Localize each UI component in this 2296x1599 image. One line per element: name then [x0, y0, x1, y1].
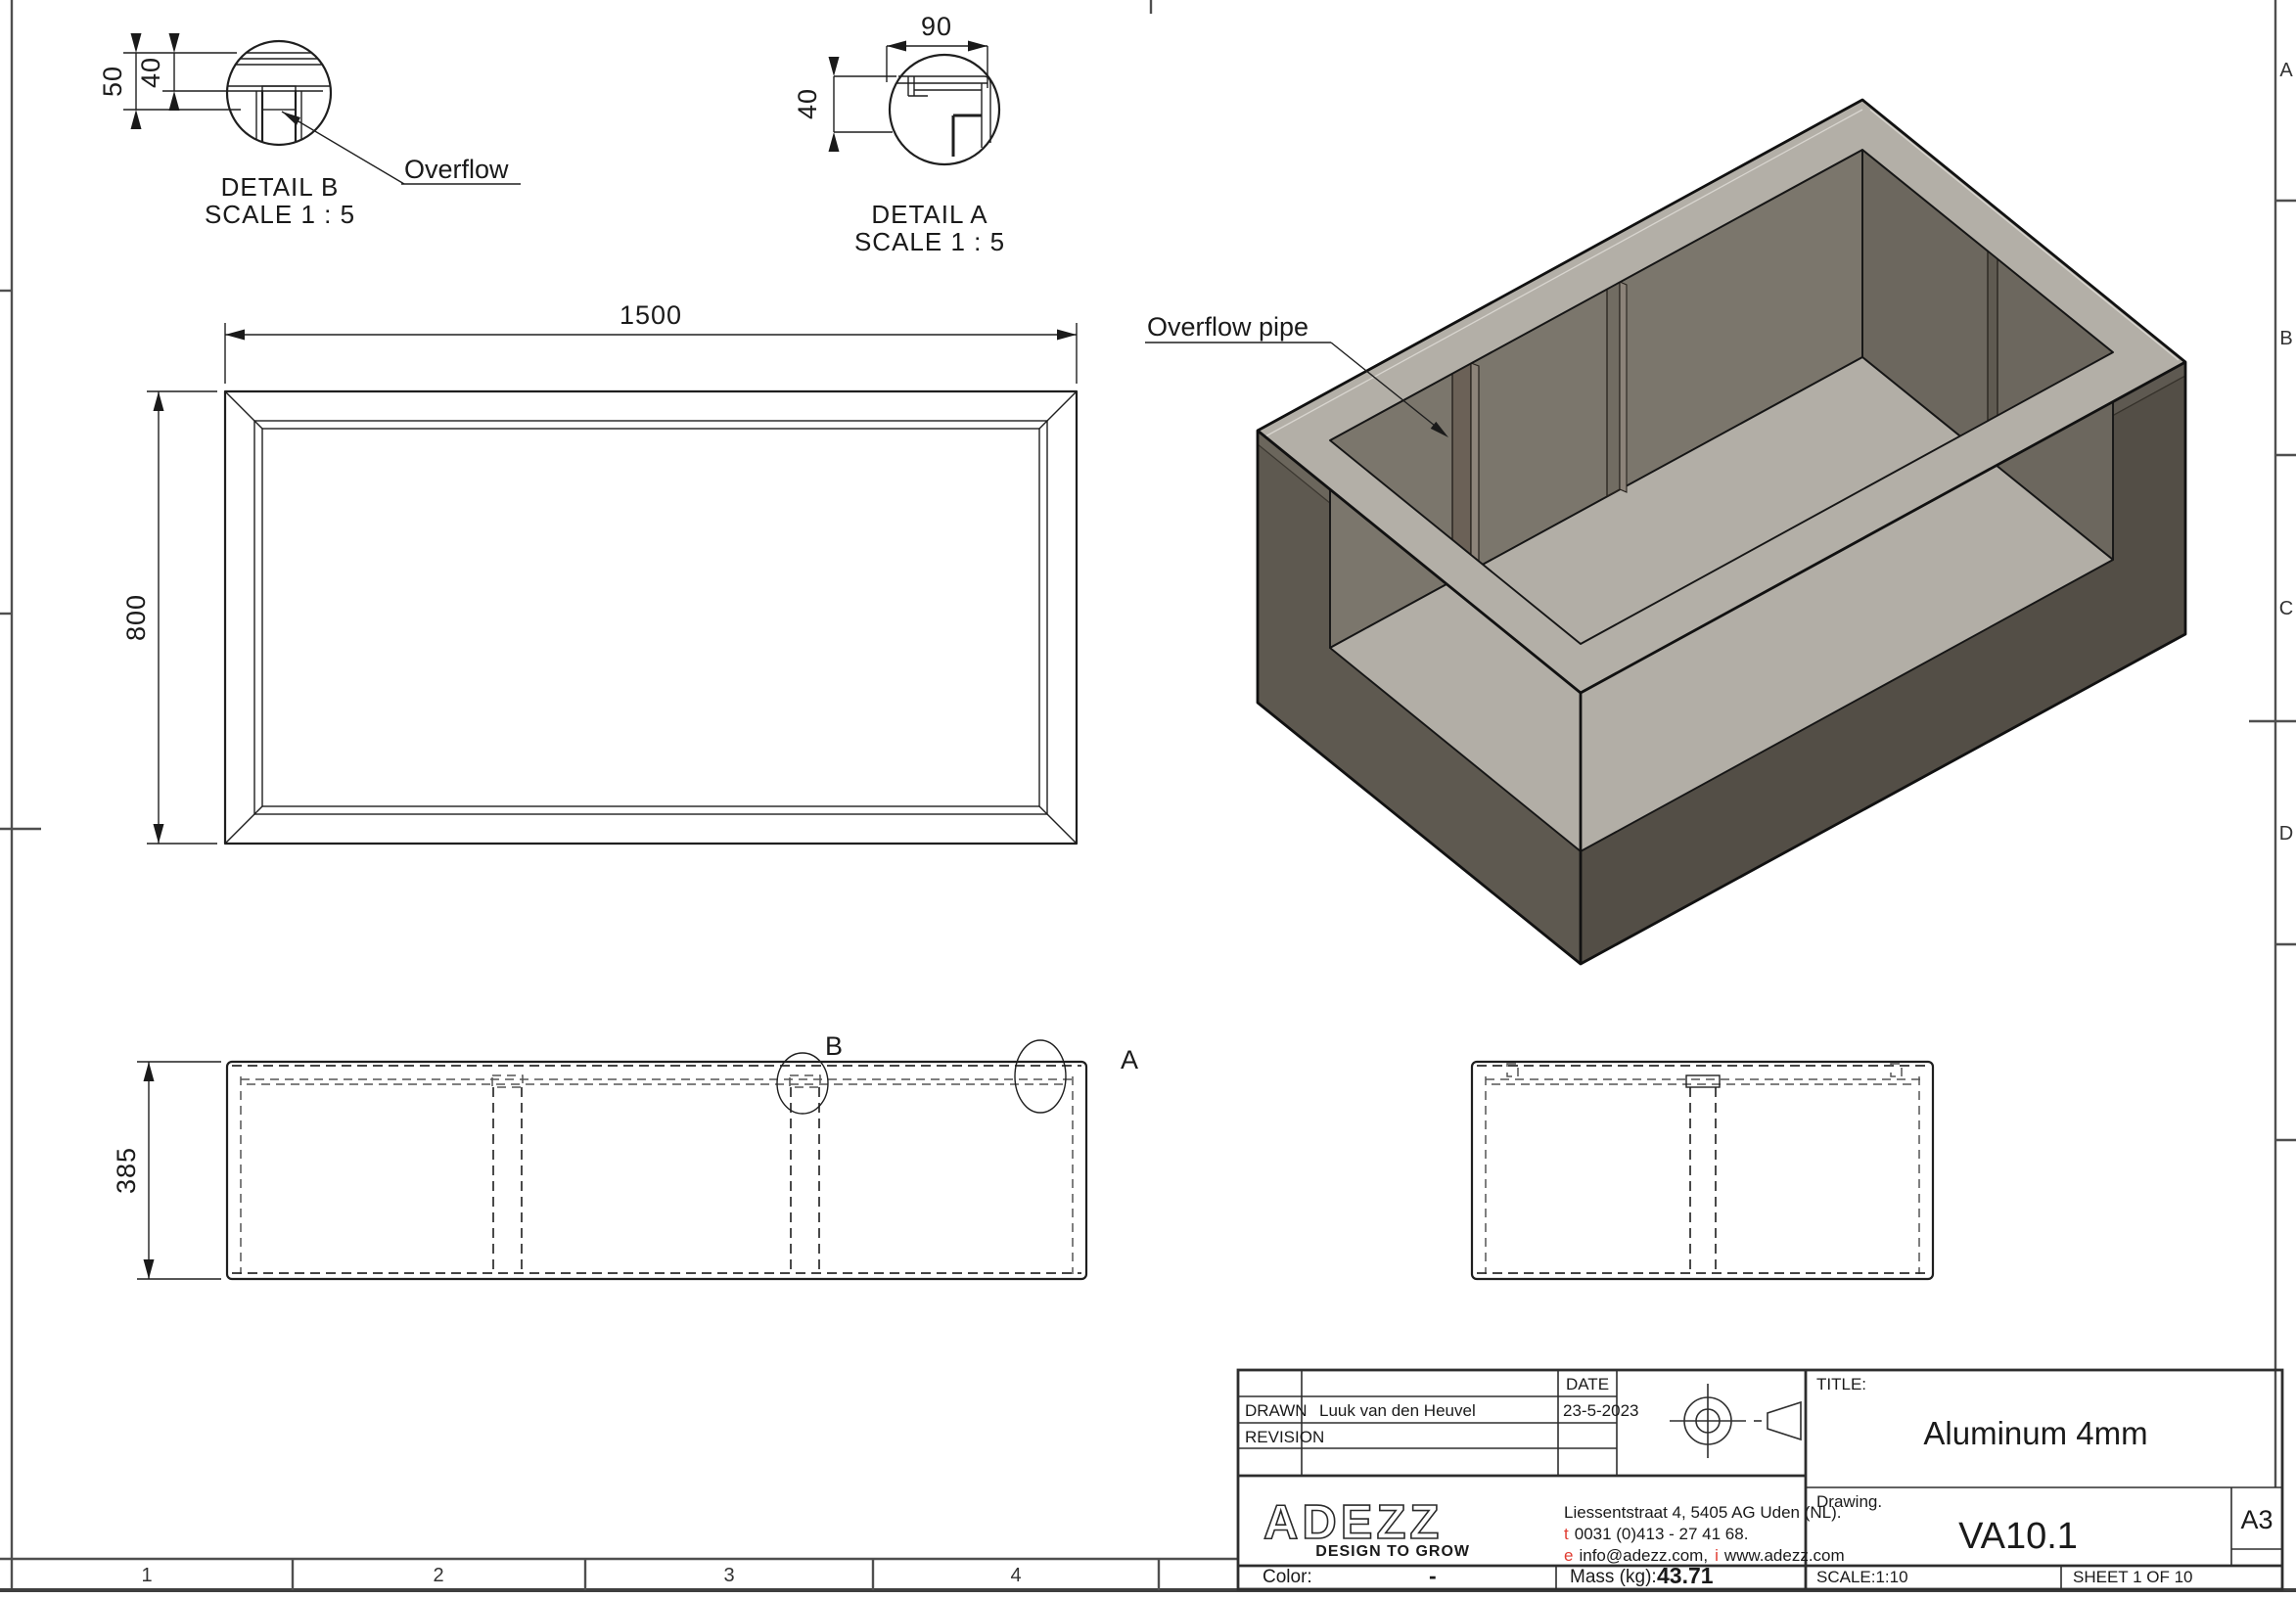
- zone-row-d: D: [2278, 823, 2294, 845]
- drawn-value: Luuk van den Heuvel: [1319, 1401, 1476, 1420]
- company-tagline: DESIGN TO GROW: [1315, 1543, 1470, 1560]
- mass-value: 43.71: [1657, 1563, 1714, 1588]
- company-address: Liessentstraat 4, 5405 AG Uden (NL).: [1564, 1503, 1842, 1522]
- detail-b-scale: SCALE 1 : 5: [204, 200, 356, 229]
- paper-size: A3: [2240, 1505, 2273, 1534]
- detail-a-marker-label: A: [1121, 1045, 1139, 1074]
- company-phone: t 0031 (0)413 - 27 41 68.: [1564, 1525, 1749, 1543]
- color-value: -: [1429, 1563, 1437, 1588]
- detail-b-marker-label: B: [825, 1031, 844, 1061]
- detail-b-title: DETAIL B: [220, 172, 340, 202]
- top-view-dim-length: 1500: [619, 300, 683, 330]
- detail-b-dim-50: 50: [98, 65, 127, 98]
- iso-stiffener-long-wall: [1607, 282, 1627, 496]
- detail-a-scale: SCALE 1 : 5: [853, 227, 1006, 256]
- color-label: Color:: [1263, 1567, 1312, 1587]
- drawn-label: DRAWN: [1245, 1401, 1308, 1420]
- zone-col-3: 3: [723, 1565, 735, 1586]
- revision-label: REVISION: [1245, 1428, 1325, 1446]
- overflow-pipe-label: Overflow pipe: [1147, 312, 1309, 342]
- title-value: Aluminum 4mm: [1923, 1415, 2148, 1451]
- detail-b-dim-40: 40: [136, 56, 165, 89]
- overflow-callout: Overflow: [404, 155, 509, 184]
- adezz-logo: ADEZZ: [1263, 1496, 1444, 1549]
- zone-col-2: 2: [433, 1565, 444, 1586]
- scale-label: SCALE:1:10: [1816, 1568, 1908, 1586]
- title-label: TITLE:: [1816, 1375, 1867, 1393]
- company-email-web: e info@adezz.com, i www.adezz.com: [1564, 1546, 1845, 1565]
- detail-a-title: DETAIL A: [871, 200, 988, 229]
- zone-row-a: A: [2279, 60, 2293, 81]
- mass-label: Mass (kg):: [1570, 1567, 1657, 1587]
- drawing-label: Drawing.: [1816, 1492, 1883, 1511]
- date-value: 23-5-2023: [1563, 1401, 1639, 1420]
- zone-col-4: 4: [1010, 1565, 1022, 1586]
- sheet-label: SHEET 1 OF 10: [2073, 1568, 2193, 1586]
- zone-row-b: B: [2279, 328, 2293, 349]
- front-view-dim-height: 385: [112, 1146, 141, 1195]
- detail-a-dim-90: 90: [920, 12, 953, 41]
- zone-row-c: C: [2278, 598, 2294, 619]
- drawing-number: VA10.1: [1958, 1516, 2078, 1557]
- top-view-dim-width: 800: [121, 593, 151, 642]
- detail-a-dim-40: 40: [793, 87, 822, 120]
- date-label: DATE: [1565, 1375, 1610, 1393]
- zone-col-1: 1: [141, 1565, 153, 1586]
